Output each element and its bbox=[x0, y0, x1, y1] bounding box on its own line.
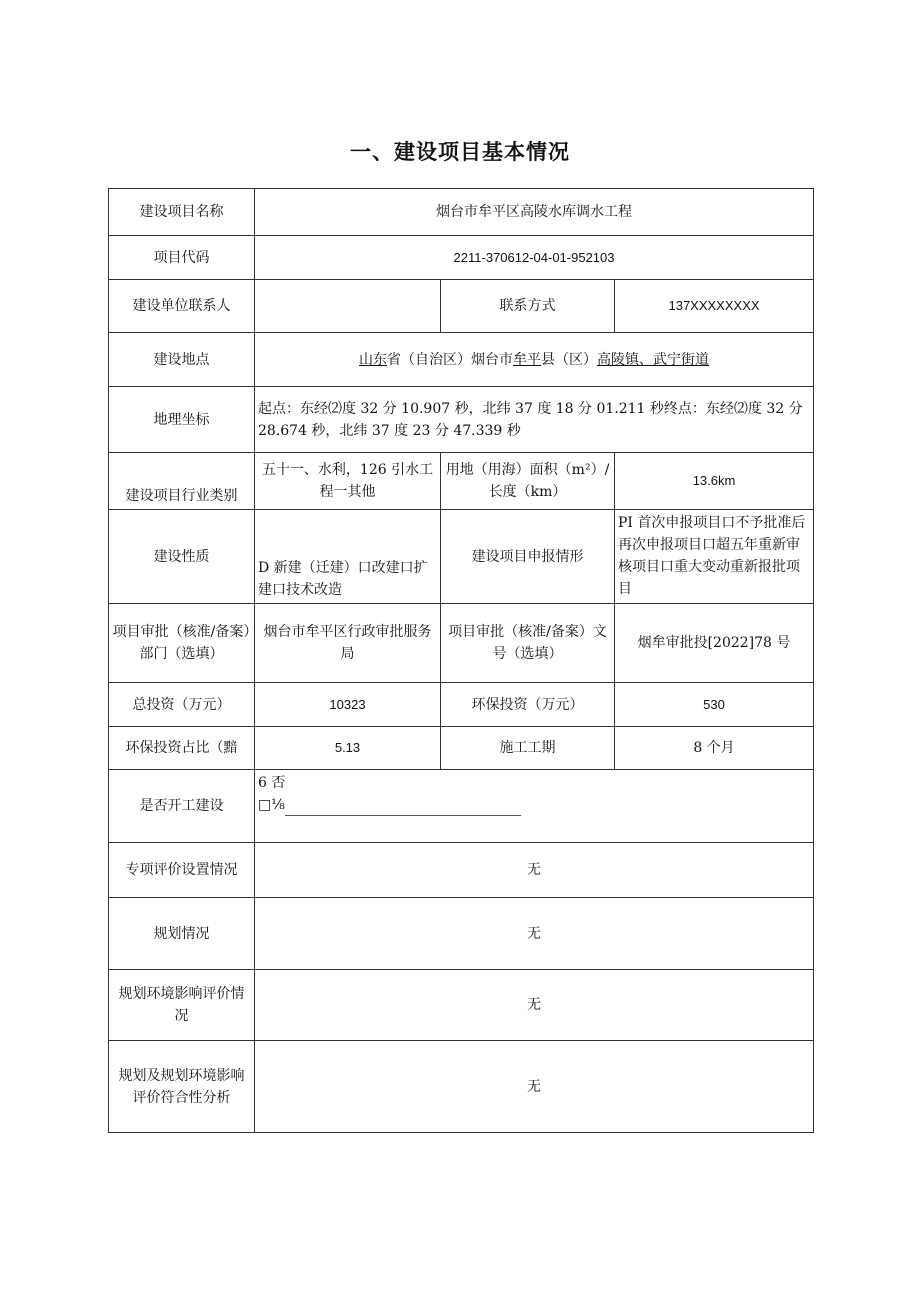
table-row bbox=[109, 189, 814, 236]
table-row bbox=[109, 1041, 814, 1133]
location-county-suffix: 县（区） bbox=[541, 351, 598, 368]
location-label: 建设地点 bbox=[109, 333, 255, 387]
declaration-value: PI 首次申报项目口不予批准后再次申报项目口超五年重新审核项目口重大变动重新报批项目 bbox=[615, 510, 814, 604]
compliance-value: 无 bbox=[255, 1041, 814, 1133]
location-city: 省（自治区）烟台市 bbox=[387, 351, 514, 368]
approval-no-label: 项目审批（核准/备案）文号（选填） bbox=[441, 604, 615, 683]
table-row bbox=[109, 604, 814, 683]
name-label: 建设项目名称 bbox=[109, 189, 255, 236]
env-investment-label: 环保投资（万元） bbox=[441, 683, 615, 727]
planning-label: 规划情况 bbox=[109, 898, 255, 970]
env-investment-value: 530 bbox=[615, 683, 814, 727]
started-value bbox=[255, 770, 814, 843]
table-row bbox=[109, 333, 814, 387]
total-investment-value: 10323 bbox=[255, 683, 441, 727]
area-label: 用地（用海）面积（m²）/长度（km） bbox=[441, 453, 615, 510]
declaration-label: 建设项目申报情形 bbox=[441, 510, 615, 604]
started-blank-line bbox=[285, 803, 521, 816]
started-yes-option bbox=[258, 794, 810, 816]
approval-dept-value: 烟台市牟平区行政审批服务局 bbox=[255, 604, 441, 683]
duration-label: 施工工期 bbox=[441, 727, 615, 770]
table-row bbox=[109, 843, 814, 898]
page-title: 一、建设项目基本情况 bbox=[350, 140, 570, 164]
env-ratio-value: 5.13 bbox=[255, 727, 441, 770]
code-label: 项目代码 bbox=[109, 236, 255, 280]
coords-line-2: 28.674 秒，北纬 37 度 23 分 47.339 秒 bbox=[258, 422, 521, 439]
table-row bbox=[109, 898, 814, 970]
approval-dept-label: 项目审批（核准/备案）部门（选填） bbox=[109, 604, 255, 683]
planning-eia-label: 规划环境影响评价情况 bbox=[109, 970, 255, 1041]
industry-value: 五十一、水利，126 引水工程一其他 bbox=[255, 453, 441, 510]
contact-method-label: 联系方式 bbox=[441, 280, 615, 333]
table-row bbox=[109, 280, 814, 333]
location-county: 牟平 bbox=[513, 351, 542, 368]
table-row bbox=[109, 387, 814, 453]
table-row bbox=[109, 727, 814, 770]
special-eval-value: 无 bbox=[255, 843, 814, 898]
table-row bbox=[109, 683, 814, 727]
location-province: 山东 bbox=[359, 351, 388, 368]
name-value: 烟台市牟平区高陵水库调水工程 bbox=[255, 189, 814, 236]
table-row bbox=[109, 770, 814, 843]
planning-eia-value: 无 bbox=[255, 970, 814, 1041]
started-no-option: 6 否 bbox=[258, 775, 286, 791]
started-checkbox: □⅛ bbox=[258, 797, 285, 813]
contact-label: 建设单位联系人 bbox=[109, 280, 255, 333]
table-row bbox=[109, 453, 814, 510]
nature-value: D 新建（迁建）口改建口扩建口技术改造 bbox=[255, 510, 441, 604]
special-eval-label: 专项评价设置情况 bbox=[109, 843, 255, 898]
approval-no-value: 烟牟审批投[2022]78 号 bbox=[615, 604, 814, 683]
env-ratio-label: 环保投资占比（黯 bbox=[109, 727, 255, 770]
location-town: 高陵镇、武宁街道 bbox=[597, 351, 710, 368]
planning-value: 无 bbox=[255, 898, 814, 970]
contact-value bbox=[255, 280, 441, 333]
contact-method-value: 137XXXXXXXX bbox=[615, 280, 814, 333]
total-investment-label: 总投资（万元） bbox=[109, 683, 255, 727]
table-row bbox=[109, 236, 814, 280]
table-row bbox=[109, 510, 814, 604]
nature-label: 建设性质 bbox=[109, 510, 255, 604]
compliance-label: 规划及规划环境影响评价符合性分析 bbox=[109, 1041, 255, 1133]
table-row bbox=[109, 970, 814, 1041]
coords-value bbox=[255, 387, 814, 453]
coords-line-1: 起点：东经⑵度 32 分 10.907 秒，北纬 37 度 18 分 01.211 秒终点：东经⑵度 32 分 bbox=[258, 400, 803, 417]
duration-value: 8 个月 bbox=[615, 727, 814, 770]
area-value: 13.6km bbox=[615, 453, 814, 510]
coords-label: 地理坐标 bbox=[109, 387, 255, 453]
started-label: 是否开工建设 bbox=[109, 770, 255, 843]
location-value bbox=[255, 333, 814, 387]
project-info-table bbox=[108, 188, 814, 1133]
industry-label: 建设项目行业类别 bbox=[109, 453, 255, 510]
code-value: 2211-370612-04-01-952103 bbox=[255, 236, 814, 280]
